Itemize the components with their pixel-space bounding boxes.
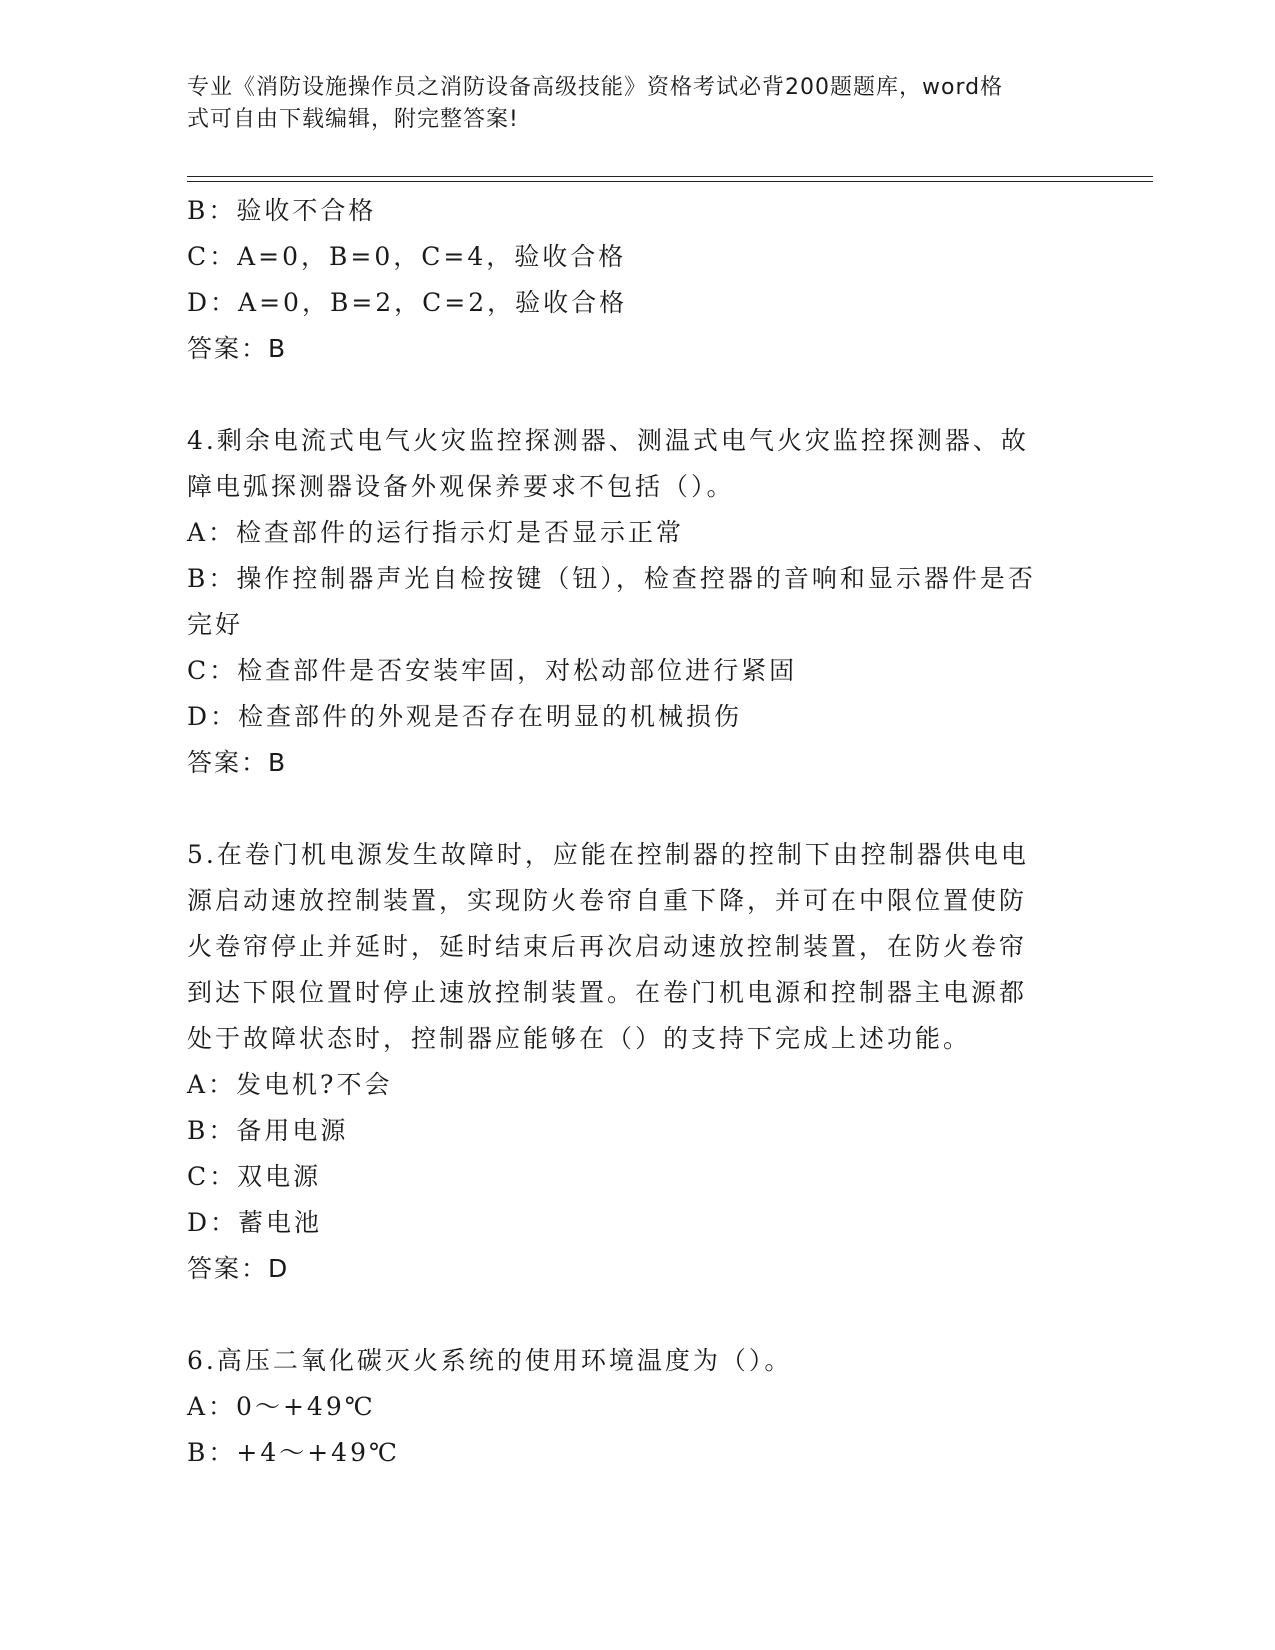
option-d: D：A=0，B=2，C=2，验收合格 <box>187 288 628 317</box>
option-b: B：验收不合格 <box>187 196 377 225</box>
header-rule-top <box>187 176 1153 177</box>
spacer <box>187 1292 1087 1338</box>
question-content <box>187 188 1087 1476</box>
question-stem: 4.剩余电流式电气火灾监控探测器、测温式电气火灾监控探测器、故 <box>187 426 1029 455</box>
option-a: A：发电机?不会 <box>187 1070 393 1099</box>
answer-label: 答案：B <box>187 748 288 777</box>
option-b: B：操作控制器声光自检按键（钮），检查控器的音响和显示器件是否 <box>187 564 1036 593</box>
option-b: B：+4～+49℃ <box>187 1438 400 1467</box>
question-stem: 源启动速放控制装置，实现防火卷帘自重下降，并可在中限位置使防 <box>187 886 1028 915</box>
question-6 <box>187 1338 1087 1476</box>
answer-label: 答案：D <box>187 1254 290 1283</box>
question-stem: 5.在卷门机电源发生故障时，应能在控制器的控制下由控制器供电电 <box>187 840 1029 869</box>
option-b-continued: 完好 <box>187 610 244 639</box>
question-5 <box>187 832 1087 1292</box>
header-rule-bottom <box>187 181 1153 182</box>
option-a: A：0～+49℃ <box>187 1392 376 1421</box>
option-c: C：双电源 <box>187 1162 322 1191</box>
header-line-1: 专业《消防设施操作员之消防设备高级技能》资格考试必背200题题库，word格 <box>187 75 1004 100</box>
question-stem: 到达下限位置时停止速放控制装置。在卷门机电源和控制器主电源都 <box>187 978 1028 1007</box>
document-header <box>187 72 1067 136</box>
option-c: C：A=0，B=0，C=4，验收合格 <box>187 242 627 271</box>
question-stem: 处于故障状态时，控制器应能够在（）的支持下完成上述功能。 <box>187 1024 972 1053</box>
spacer <box>187 372 1087 418</box>
answer-label: 答案：B <box>187 334 288 363</box>
question-stem: 6.高压二氧化碳灭火系统的使用环境温度为（）。 <box>187 1346 793 1375</box>
header-line-2: 式可自由下载编辑，附完整答案! <box>187 107 519 132</box>
question-3 <box>187 188 1087 372</box>
spacer <box>187 786 1087 832</box>
question-stem: 障电弧探测器设备外观保养要求不包括（）。 <box>187 472 735 501</box>
option-d: D：检查部件的外观是否存在明显的机械损伤 <box>187 702 743 731</box>
question-stem: 火卷帘停止并延时，延时结束后再次启动速放控制装置，在防火卷帘 <box>187 932 1028 961</box>
option-d: D：蓄电池 <box>187 1208 323 1237</box>
option-c: C：检查部件是否安装牢固，对松动部位进行紧固 <box>187 656 798 685</box>
option-b: B：备用电源 <box>187 1116 349 1145</box>
question-4 <box>187 418 1087 786</box>
option-a: A：检查部件的运行指示灯是否显示正常 <box>187 518 685 547</box>
